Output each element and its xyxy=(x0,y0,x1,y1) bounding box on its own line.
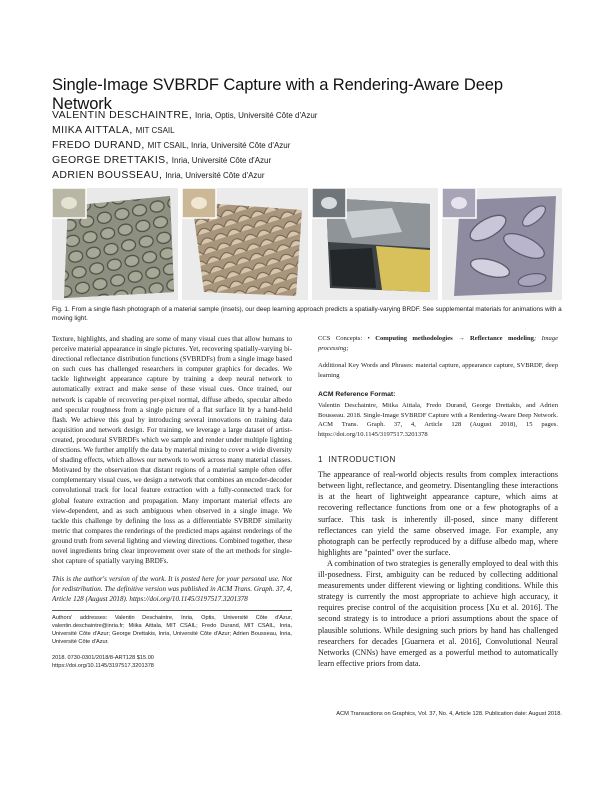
reference-format-body: Valentin Deschaintre, Miika Aittala, Fredo Durand, George Drettakis, and Adrien Bousseau. 2018. Single-Image SVBRDF Capture with a Rendering-Aware Deep Network. ACM Trans. Graph. 37, 4, Article 128 (August 2018), 15 pages. https://doi.org/10.1145/3197517.3201378 xyxy=(318,402,558,438)
material-render-stone xyxy=(52,188,178,300)
figure-caption: Fig. 1. From a single flash photograph of a material sample (insets), our deep learning approach predicts a spatially-varying BRDF. See supplemental materials for animations with a moving light. xyxy=(52,306,562,322)
author-affiliation: Inria, Université Côte d'Azur xyxy=(165,171,265,180)
section-number: 1 xyxy=(318,455,323,465)
doi-link[interactable]: https://doi.org/10.1145/3197517.3201378 xyxy=(52,663,154,670)
material-render-metal xyxy=(312,188,438,300)
ccs-label: CCS Concepts: • xyxy=(318,335,370,342)
section-heading-introduction xyxy=(318,455,558,465)
material-sample-metal xyxy=(312,188,438,300)
teaser-figure xyxy=(52,188,562,300)
author-affiliation: Inria, Optis, Université Côte d'Azur xyxy=(194,111,318,120)
author-affiliation: Inria, Université Côte d'Azur xyxy=(171,156,272,165)
author-name: VALENTIN DESCHAINTRE, xyxy=(52,109,193,121)
author-line xyxy=(52,123,572,138)
author-affiliation: MIT CSAIL xyxy=(135,126,175,135)
section-title: INTRODUCTION xyxy=(328,455,396,465)
intro-paragraph: The appearance of real-world objects results from complex interactions between light, reflectance, and geometry. Disentangling these interactions is at the heart of lightweight appearance capture, which aims at recovering reflectance functions from one or a few photographs of a surface. This task is inherently ill-posed, since many different reflectances can yield the same observed image. For example, any photograph can be perfectly reproduced by a diffuse albedo map, where highlights are "painted" over the surface. xyxy=(318,470,558,557)
material-sample-leaves xyxy=(442,188,562,300)
author-line xyxy=(52,138,572,153)
running-footer: ACM Transactions on Graphics, Vol. 37, No. 4, Article 128. Publication date: August 2018. xyxy=(336,711,562,717)
copyright-line: 2018. 0730-0301/2018/8-ART128 $15.00 xyxy=(52,655,154,662)
author-name: MIIKA AITTALA, xyxy=(52,124,133,136)
author-line xyxy=(52,168,572,183)
author-name: ADRIEN BOUSSEAU, xyxy=(52,169,163,181)
reference-format-heading: ACM Reference Format: xyxy=(318,391,396,398)
author-line xyxy=(52,153,572,168)
left-column xyxy=(52,334,292,670)
paper-title: Single-Image SVBRDF Capture with a Rendering-Aware Deep Network xyxy=(52,76,503,113)
ccs-concepts xyxy=(318,334,558,353)
ccs-secondary-concept: ; Image processing; xyxy=(318,335,558,352)
author-version-note: This is the author's version of the work. It is posted here for your personal use. Not for redistribution. The definitive version was published in ACM Trans. Graph. 37, 4, Article 128 (August 2018). https://doi.org/10.1145/3197517.3201378 xyxy=(52,575,292,604)
material-sample-stone xyxy=(52,188,178,300)
abstract: Texture, highlights, and shading are some of many visual cues that allow humans to perceive material appearance in single pictures. Yet, recovering spatially-varying bi-directional reflectance distribution functions (SVBRDFs) from a single image based on such cues has challenged researchers in computer graphics for decades. We tackle lightweight appearance capture by training a deep neural network to automatically extract and make sense of these visual cues. Once trained, our network is capable of recovering per-pixel normal, diffuse albedo, specular albedo and specular roughness from a single picture of a flat surface lit by a hand-held flash. We achieve this goal by introducing several innovations on training data acquisition and network design. For training, we leverage a large dataset of artist-created, procedural SVBRDFs which we sample and render under multiple lighting directions. We further amplify the data by material mixing to cover a wide diversity of shading effects, which allows our network to work across many material classes. Motivated by the observation that distant regions of a material sample often offer complementary visual cues, we design a network that combines an encoder-decoder convolutional track for local feature extraction with a fully-connected track for global feature extraction and propagation. Many important material effects are view-dependent, and as such ambiguous when observed in a single image. We tackle this challenge by defining the loss as a differentiable SVBRDF similarity metric that compares the renderings of the predicted maps against renderings of the ground truth from several lighting and viewing directions. Combined together, these novel ingredients bring clear improvement over state of the art methods for single-shot capture of spatially varying BRDFs. xyxy=(52,335,292,566)
footnote-rule xyxy=(52,610,292,611)
author-affiliation: MIT CSAIL, Inria, Université Côte d'Azur xyxy=(147,141,291,150)
author-addresses-footnote: Authors' addresses: Valentin Deschaintre, Inria, Optis, Université Côte d'Azur, valentin.deschaintre@inria.fr; Miika Aittala, MIT CSAIL; Fredo Durand, MIT CSAIL, Inria, Université Côte d'Azur; George Drettakis, Inria, Université Côte d'Azur; Adrien Bousseau, Inria, Université Côte d'Azur. xyxy=(52,615,292,646)
material-render-leaves xyxy=(442,188,562,300)
keywords: Additional Key Words and Phrases: material capture, appearance capture, SVBRDF, deep learning xyxy=(318,362,558,379)
author-line xyxy=(52,108,572,123)
material-sample-scales xyxy=(182,188,308,300)
author-list xyxy=(52,108,572,183)
author-name: FREDO DURAND, xyxy=(52,139,145,151)
intro-paragraph: A combination of two strategies is generally employed to deal with this ill-posedness. First, ambiguity can be reduced by collecting additional measurements under different viewing or lighting conditions. While this strategy is currently the most appropriate to achieve high accuracy, it requires precise control of the acquisition process [Xu et al. 2016]. The second strategy is to introduce a priori assumptions about the space of plausible solutions. While designing such priors by hand has challenged researchers for decades [Guarnera et al. 2016], Convolutional Neural Networks (CNNs) have emerged as a powerful method to automatically learn effective priors from data. xyxy=(318,558,558,668)
material-render-scales xyxy=(182,188,308,300)
ccs-primary-concept: Computing methodologies → Reflectance modeling xyxy=(375,335,534,342)
author-name: GEORGE DRETTAKIS, xyxy=(52,154,169,166)
doi-block xyxy=(52,654,292,670)
right-column xyxy=(318,334,558,669)
